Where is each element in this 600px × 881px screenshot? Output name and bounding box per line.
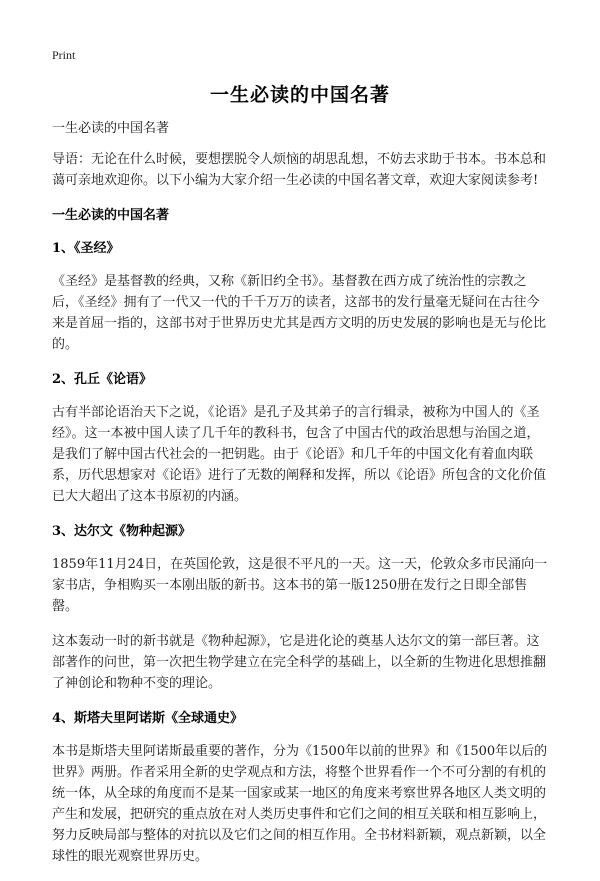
book-paragraph: 1859年11月24日，在英国伦敦，这是很不平凡的一天。这一天，伦敦众多市民涌向一家书店，争相购买一本刚出版的新书。这本书的第一版1250册在发行之日即全部售罄。 [52, 557, 548, 614]
book-heading-3: 3、达尔文《物种起源》 [52, 524, 192, 539]
section-heading-main: 一生必读的中国名著 [52, 208, 170, 223]
book-paragraph: 本书是斯塔夫里阿诺斯最重要的著作，分为《1500年以前的世界》和《1500年以后的世界》两册。作者采用全新的史学观点和方法，将整个世界看作一个不可分割的有机的统一体，从全球的角度而不是某一国家或某一地区的角度来考察世界各地区人类文明的产生和发展，把研究的重点放在对人类历史事件和它们之间的相互关联和相互影响上，努力反映局部与整体的对抗以及它们之间的相互作用。全书材料新颖，观点新颖，以全球性的眼光观察世界历史。 [52, 744, 548, 864]
book-paragraph: 这本轰动一时的新书就是《物种起源》，它是进化论的奠基人达尔文的第一部巨著。这部著作的问世，第一次把生物学建立在完全科学的基础上，以全新的生物进化思想推翻了神创论和物种不变的理论。 [52, 634, 547, 691]
article-subtitle: 一生必读的中国名著 [52, 121, 170, 136]
book-heading-2: 2、孔丘《论语》 [52, 372, 153, 387]
book-heading-1: 1、《圣经》 [52, 241, 120, 256]
book-heading-4: 4、斯塔夫里阿诺斯《全球通史》 [52, 711, 244, 726]
article-body [52, 118, 552, 881]
intro-paragraph: 导语：无论在什么时候，要想摆脱令人烦恼的胡思乱想，不妨去求助于书本。书本总和蔼可亲地欢迎你。以下小编为大家介绍一生必读的中国名著文章，欢迎大家阅读参考! [52, 152, 547, 188]
print-link[interactable]: Print [52, 48, 76, 62]
page-title: 一生必读的中国名著 [209, 84, 390, 106]
book-paragraph: 《圣经》是基督教的经典，又称《新旧约全书》。基督教在西方成了统治性的宗教之后，《圣经》拥有了一代又一代的千千万万的读者，这部书的发行量毫无疑问在古往今来是首屈一指的，这部书对于世界历史尤其是西方文明的历史发展的影响也是无与伦比的。 [52, 274, 547, 352]
book-paragraph: 古有半部论语治天下之说，《论语》是孔子及其弟子的言行辑录，被称为中国人的《圣经》。这一本被中国人读了几千年的教科书，包含了中国古代的政治思想与治国之道，是我们了解中国古代社会的一把钥匙。由于《论语》和几千年的中国文化有着血肉联系，历代思想家对《论语》进行了无数的阐释和发挥，所以《论语》所包含的文化价值已大大超出了这本书原初的内涵。 [52, 405, 547, 504]
